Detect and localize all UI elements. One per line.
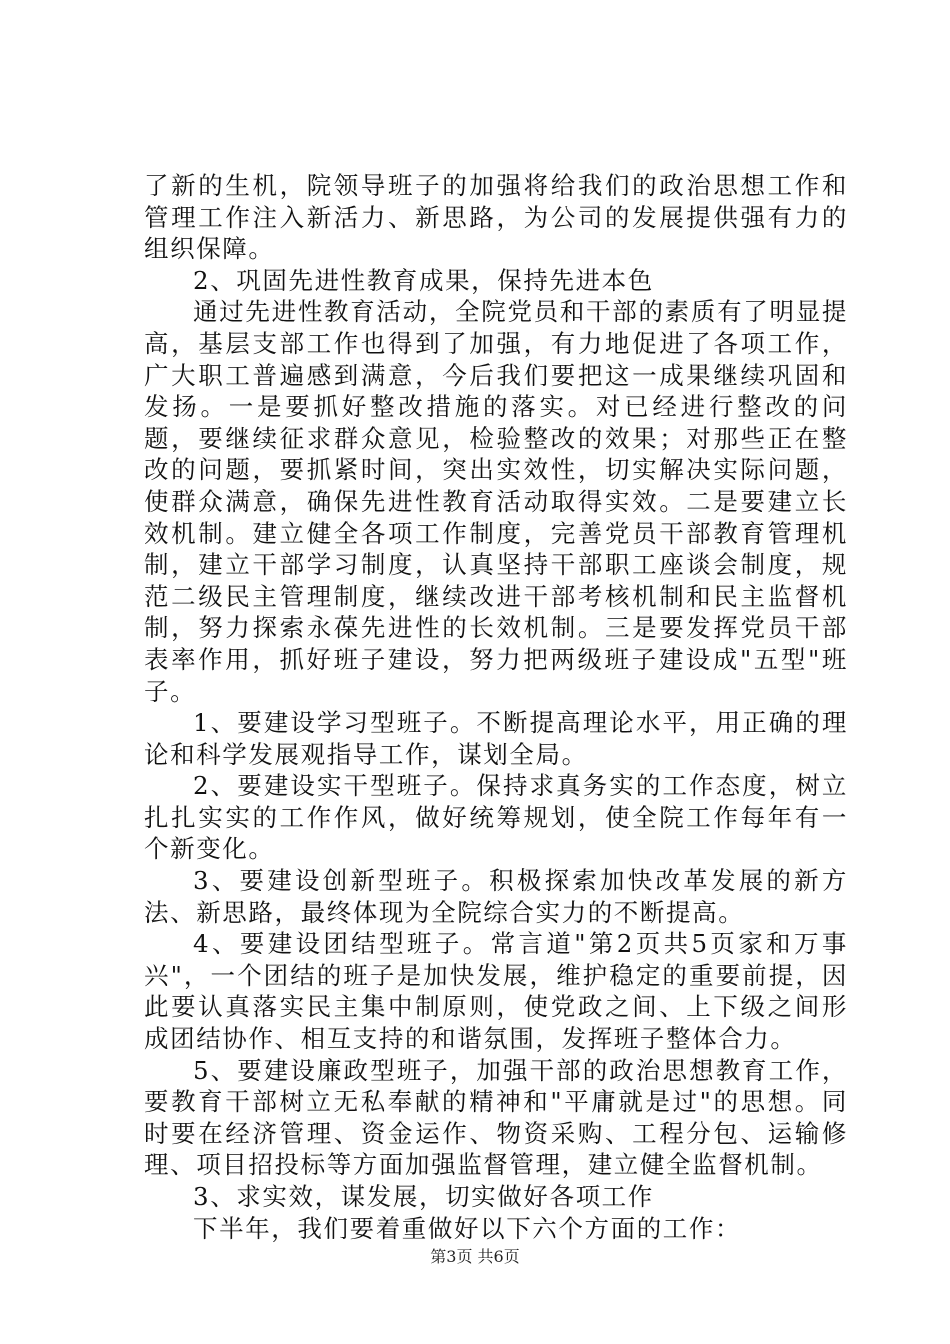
paragraph-continuation: 了新的生机，院领导班子的加强将给我们的政治思想工作和管理工作注入新活力、新思路，为公司的发展提供强有力的组织保障。 [144, 171, 848, 264]
list-item-clean-team: 5、要建设廉政型班子，加强干部的政治思想教育工作，要教育干部树立无私奉献的精神和"平庸就是过"的思想。同时要在经济管理、资金运作、物资采购、工程分包、运输修理、项目招投标等方面加强监督管理，建立健全监督机制。 [144, 1055, 848, 1180]
list-item-learning-team: 1、要建设学习型班子。不断提高理论水平，用正确的理论和科学发展观指导工作，谋划全局。 [144, 708, 848, 769]
document-body [144, 170, 848, 1244]
list-item-innovative-team: 3、要建设创新型班子。积极探索加快改革发展的新方法、新思路，最终体现为全院综合实力的不断提高。 [144, 866, 848, 927]
list-item-practical-team: 2、要建设实干型班子。保持求真务实的工作态度，树立扎扎实实的工作作风，做好统筹规划，使全院工作每年有一个新变化。 [144, 771, 848, 864]
section-heading-2: 2、巩固先进性教育成果，保持先进本色 [193, 265, 654, 295]
section-heading-3: 3、求实效，谋发展，切实做好各项工作 [193, 1182, 654, 1211]
paragraph-second-half-intro: 下半年，我们要着重做好以下六个方面的工作： [193, 1213, 742, 1243]
paragraph-advanced-education: 通过先进性教育活动，全院党员和干部的素质有了明显提高，基层支部工作也得到了加强，有力地促进了各项工作，广大职工普遍感到满意，今后我们要把这一成果继续巩固和发扬。一是要抓好整改措施的落实。对已经进行整改的问题，要继续征求群众意见，检验整改的效果；对那些正在整改的问题，要抓紧时间，突出实效性，切实解决实际问题，使群众满意，确保先进性教育活动取得实效。二是要建立长效机制。建立健全各项工作制度，完善党员干部教育管理机制，建立干部学习制度，认真坚持干部职工座谈会制度，规范二级民主管理制度，继续改进干部考核机制和民主监督机制，努力探索永葆先进性的长效机制。三是要发挥党员干部表率作用，抓好班子建设，努力把两级班子建设成"五型"班子。 [144, 297, 848, 706]
list-item-united-team: 4、要建设团结型班子。常言道"第2页共5页家和万事兴"，一个团结的班子是加快发展，维护稳定的重要前提，因此要认真落实民主集中制原则，使党政之间、上下级之间形成团结协作、相互支持的和谐氛围，发挥班子整体合力。 [144, 929, 848, 1054]
page-footer: 第3页 共6页 [430, 1247, 520, 1266]
